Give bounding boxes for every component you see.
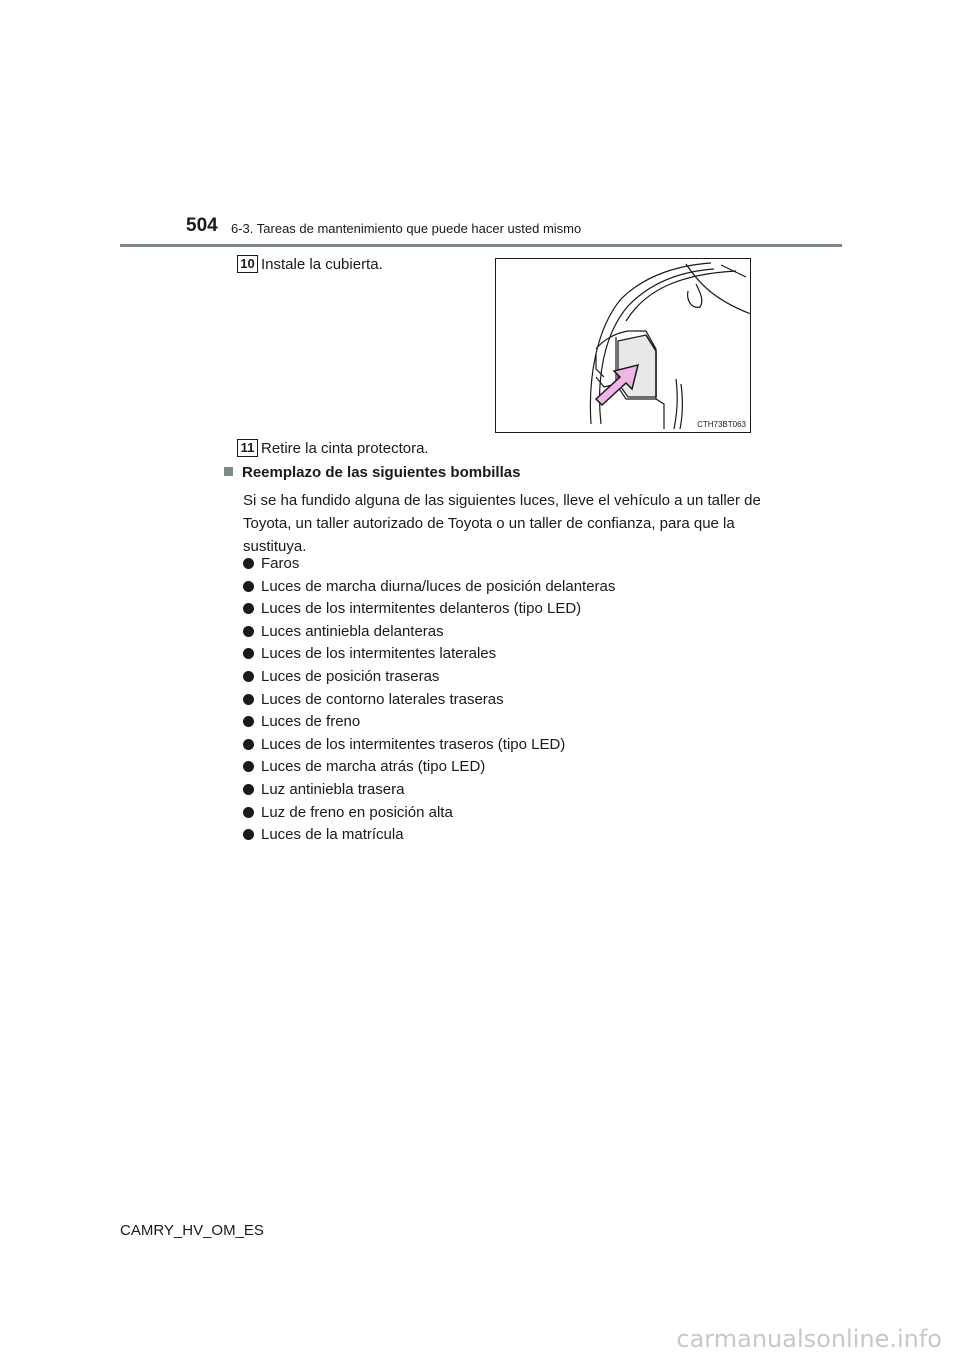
square-bullet-icon — [224, 467, 233, 476]
bullet-dot-icon — [243, 626, 254, 637]
step-text: Retire la cinta protectora. — [261, 440, 429, 457]
footer-document-code: CAMRY_HV_OM_ES — [120, 1222, 264, 1239]
bullet-dot-icon — [243, 716, 254, 727]
bullet-dot-icon — [243, 829, 254, 840]
list-item — [243, 711, 615, 734]
list-item — [243, 689, 615, 712]
bullet-dot-icon — [243, 648, 254, 659]
step-number-badge: 10 — [237, 255, 258, 273]
list-item-text: Luces de freno — [261, 713, 361, 731]
bullet-dot-icon — [243, 581, 254, 592]
section-heading — [224, 464, 520, 481]
figure-code: CTH73BT063 — [697, 420, 746, 429]
step-number-badge: 11 — [237, 439, 258, 457]
step-text: Instale la cubierta. — [261, 256, 383, 273]
bullet-dot-icon — [243, 671, 254, 682]
list-item-text: Luces de marcha atrás (tipo LED) — [261, 758, 486, 776]
list-item — [243, 802, 615, 825]
list-item-text: Luces de la matrícula — [261, 826, 404, 844]
list-item — [243, 734, 615, 757]
list-item — [243, 779, 615, 802]
list-item-text: Luces de marcha diurna/luces de posición delanteras — [261, 577, 616, 595]
list-item — [243, 553, 615, 576]
list-item — [243, 666, 615, 689]
bullet-dot-icon — [243, 784, 254, 795]
list-item-text: Luces de los intermitentes delanteros (tipo LED) — [261, 600, 582, 618]
list-item-text: Luz de freno en posición alta — [261, 803, 453, 821]
section-title: 6-3. Tareas de mantenimiento que puede hacer usted mismo — [231, 221, 582, 236]
list-item-text: Luces de posición traseras — [261, 667, 440, 685]
list-item — [243, 598, 615, 621]
bullet-dot-icon — [243, 761, 254, 772]
page-number: 504 — [186, 215, 218, 236]
list-item — [243, 621, 615, 644]
watermark: carmanualsonline.info — [676, 1325, 942, 1353]
bullet-dot-icon — [243, 694, 254, 705]
bullet-dot-icon — [243, 558, 254, 569]
cover-installation-illustration — [495, 258, 751, 433]
list-item — [243, 756, 615, 779]
list-item-text: Luces de contorno laterales traseras — [261, 690, 504, 708]
list-item-text: Luces de los intermitentes traseros (tipo LED) — [261, 735, 566, 753]
bullet-dot-icon — [243, 603, 254, 614]
list-item — [243, 824, 615, 847]
list-item-text: Faros — [261, 555, 300, 572]
bulb-list — [243, 553, 615, 847]
list-item-text: Luces de los intermitentes laterales — [261, 645, 497, 663]
list-item-text: Luces antiniebla delanteras — [261, 622, 444, 640]
bullet-dot-icon — [243, 739, 254, 750]
header-divider — [120, 244, 842, 247]
section-paragraph: Si se ha fundido alguna de las siguientes luces, lleve el vehículo a un taller de Toyota, un taller autorizado de Toyota o un taller de confianza, para que la sustituya. — [243, 492, 761, 555]
rear-light-drawing — [496, 259, 751, 433]
bullet-dot-icon — [243, 807, 254, 818]
list-item — [243, 576, 615, 599]
list-item — [243, 643, 615, 666]
list-item-text: Luz antiniebla trasera — [261, 780, 405, 798]
section-heading-text: Reemplazo de las siguientes bombillas — [242, 464, 521, 481]
